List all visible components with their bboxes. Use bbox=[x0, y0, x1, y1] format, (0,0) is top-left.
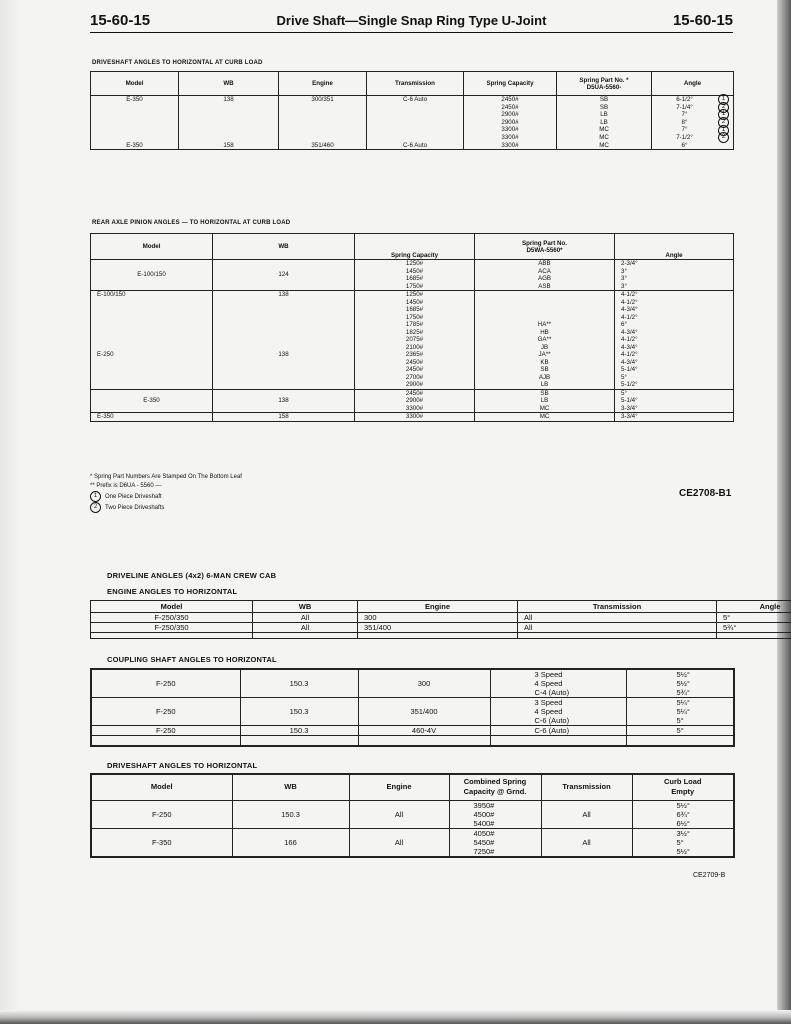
list-item: 3° bbox=[621, 282, 627, 290]
list-item: 4-1/2° bbox=[621, 336, 638, 343]
page-number-right: 15-60-15 bbox=[672, 11, 733, 29]
list-item: 5-1/2° bbox=[621, 381, 638, 388]
t2-part-cell bbox=[475, 291, 615, 322]
page-title: Drive Shaft—Single Snap Ring Type U-Joint bbox=[276, 12, 547, 28]
t1-angle-cell bbox=[652, 96, 734, 134]
list-item: 1250# bbox=[405, 291, 424, 298]
t1-header-spring-capacity: Spring Capacity bbox=[464, 72, 557, 96]
t4-engine: 351/400 bbox=[358, 698, 490, 726]
circled-number-icon: 1 bbox=[90, 491, 101, 502]
list-item: 2900# bbox=[501, 111, 519, 119]
engine-angles-table bbox=[90, 600, 791, 639]
t4-wb: 150.3 bbox=[240, 726, 358, 736]
t3-model: F-250/350 bbox=[91, 623, 253, 633]
t2-model: E-100/150 bbox=[91, 260, 213, 291]
t4-engine: 300 bbox=[358, 669, 490, 698]
list-item: 5¾° bbox=[676, 688, 690, 697]
t1-header-engine: Engine bbox=[279, 72, 367, 96]
list-item: 1450# bbox=[405, 298, 424, 306]
t5-angle-cell bbox=[632, 800, 734, 828]
list-item: 6° bbox=[681, 141, 688, 149]
list-item: 1250# bbox=[405, 260, 424, 267]
list-item: 8° 2 bbox=[654, 119, 731, 127]
list-item: 2450# bbox=[501, 103, 519, 111]
list-item: 7-1/2° 2 bbox=[654, 134, 731, 142]
list-item: 1685# bbox=[405, 275, 424, 282]
list-item: 4 Speed bbox=[534, 679, 563, 688]
list-item: MC bbox=[599, 133, 609, 141]
list-item: MC bbox=[599, 141, 609, 149]
t2-wb: 124 bbox=[213, 260, 355, 291]
t1-capacity-cell bbox=[464, 134, 557, 150]
list-item: 2100# bbox=[405, 343, 424, 351]
t4-wb: 150.3 bbox=[240, 698, 358, 726]
t5-header-curb-load: Curb Load Empty bbox=[632, 774, 734, 800]
t5-model: F-250 bbox=[91, 800, 232, 828]
t1-header-spring-part: Spring Part No. * D5UA-5560- bbox=[557, 72, 652, 96]
page-number-left: 15-60-15 bbox=[90, 11, 151, 29]
t1-header-wb: WB bbox=[179, 72, 279, 96]
t2-header-model: Model bbox=[91, 234, 213, 260]
circled-number-icon: 2 bbox=[718, 117, 729, 128]
list-item: 2900# bbox=[405, 381, 424, 388]
section3-title: DRIVELINE ANGLES (4x2) 6-MAN CREW CAB bbox=[107, 571, 277, 580]
t5-model: F-350 bbox=[91, 828, 232, 857]
page-right-edge bbox=[777, 0, 791, 1024]
t5-trans: All bbox=[541, 800, 632, 828]
t1-trans: C-6 Auto bbox=[367, 96, 464, 134]
list-item: 3 Speed bbox=[534, 670, 563, 679]
list-item: 5° bbox=[676, 837, 684, 847]
list-item: LB bbox=[540, 381, 549, 388]
table-row bbox=[91, 321, 734, 389]
t2-wb: 138 bbox=[213, 291, 355, 322]
list-item: 2900# bbox=[501, 118, 519, 126]
list-item: HA** bbox=[537, 321, 552, 328]
t4-angle-cell bbox=[626, 698, 734, 726]
list-item: 2900# bbox=[405, 397, 424, 404]
list-item: 7-1/4° 2 bbox=[654, 104, 731, 112]
t5-capacity-cell bbox=[449, 800, 541, 828]
t3-header-transmission: Transmission bbox=[518, 601, 717, 613]
list-item: ASB bbox=[538, 282, 551, 290]
list-item: 3° bbox=[621, 267, 627, 275]
list-item: 6° bbox=[621, 321, 627, 328]
list-item: 5° bbox=[676, 716, 684, 725]
t2-capacity-cell bbox=[355, 291, 475, 322]
t1-header-angle: Angle bbox=[652, 72, 734, 96]
page-left-shadow bbox=[0, 0, 20, 1024]
circled-number-icon: 1 bbox=[718, 94, 729, 105]
table-row bbox=[91, 96, 734, 134]
list-item: 3° bbox=[621, 275, 627, 282]
t5-engine: All bbox=[349, 828, 449, 857]
table5-title: DRIVESHAFT ANGLES TO HORIZONTAL bbox=[107, 761, 258, 770]
table-row bbox=[91, 726, 734, 736]
table-row bbox=[91, 134, 734, 150]
t5-trans: All bbox=[541, 828, 632, 857]
list-item: 5-1/4° bbox=[621, 397, 638, 404]
table-row bbox=[91, 623, 791, 633]
t2-angle-cell bbox=[615, 389, 734, 413]
t2-capacity-cell bbox=[355, 321, 475, 389]
list-item: 3300# bbox=[501, 133, 519, 141]
list-item: AGB bbox=[537, 275, 552, 282]
list-item: 6-1/2° 1 bbox=[654, 96, 731, 104]
list-item: 7° 1 bbox=[654, 111, 731, 119]
list-item: 4-1/2° bbox=[621, 313, 638, 321]
t2-header-part: Spring Part No. D5WA-5560* bbox=[475, 234, 615, 260]
list-item: 4050# bbox=[473, 828, 495, 838]
t2-angle-cell: 3-3/4° bbox=[615, 413, 734, 422]
list-item: 1750# bbox=[405, 313, 424, 321]
table1-title: DRIVESHAFT ANGLES TO HORIZONTAL AT CURB LOAD bbox=[92, 60, 263, 66]
t4-angle-cell bbox=[626, 669, 734, 698]
t2-wb: 138 bbox=[213, 321, 355, 389]
t4-model: F-250 bbox=[91, 726, 240, 736]
t1-engine: 351/460 bbox=[279, 134, 367, 150]
section3-subtitle: ENGINE ANGLES TO HORIZONTAL bbox=[107, 587, 238, 596]
t5-wb: 150.3 bbox=[232, 800, 349, 828]
t5-header-wb: WB bbox=[232, 774, 349, 800]
figure-reference: CE2708-B1 bbox=[679, 488, 732, 499]
list-item: MC bbox=[539, 404, 550, 412]
driveshaft-angles-table bbox=[90, 71, 734, 150]
list-item: 5½° bbox=[676, 800, 690, 810]
t2-wb: 158 bbox=[213, 413, 355, 422]
t1-capacity-cell bbox=[464, 96, 557, 134]
t3-header-model: Model bbox=[91, 601, 253, 613]
t2-part-cell bbox=[475, 389, 615, 413]
circled-number-icon: 2 bbox=[718, 132, 729, 143]
t2-capacity-cell: 3300# bbox=[355, 413, 475, 422]
list-item: 1825# bbox=[405, 328, 424, 336]
t1-engine: 300/351 bbox=[279, 96, 367, 134]
list-item: SB bbox=[599, 103, 609, 111]
t4-trans-cell bbox=[490, 698, 626, 726]
t3-header-engine: Engine bbox=[358, 601, 518, 613]
list-item: 2700# bbox=[405, 373, 424, 381]
page-bottom-edge bbox=[0, 1010, 791, 1024]
list-item: 5° bbox=[621, 389, 627, 397]
t1-trans: C-6 Auto bbox=[367, 134, 464, 150]
t4-trans-cell: C-6 (Auto) bbox=[490, 726, 626, 736]
footnotes bbox=[90, 473, 242, 513]
t4-engine: 460-4V bbox=[358, 726, 490, 736]
t1-angle-cell bbox=[652, 134, 734, 150]
list-item: 4-1/2° bbox=[621, 298, 638, 306]
circled-number-icon: 1 bbox=[718, 109, 729, 120]
list-item: 4-3/4° bbox=[621, 343, 638, 351]
t5-wb: 166 bbox=[232, 828, 349, 857]
t3-model: F-250/350 bbox=[91, 613, 253, 623]
list-item: 5400# bbox=[473, 818, 495, 828]
t3-angle: 5¾° bbox=[717, 623, 791, 633]
t5-header-engine: Engine bbox=[349, 774, 449, 800]
table-row bbox=[91, 669, 734, 698]
list-item: 2450# bbox=[405, 358, 424, 366]
list-item: 4-1/2° bbox=[621, 351, 638, 358]
table-row bbox=[91, 698, 734, 726]
t5-capacity-cell bbox=[449, 828, 541, 857]
t2-angle-cell bbox=[615, 291, 734, 322]
t1-wb: 138 bbox=[179, 96, 279, 134]
table2-title: REAR AXLE PINION ANGLES — TO HORIZONTAL AT CURB LOAD bbox=[92, 220, 291, 226]
list-item: 4-3/4° bbox=[621, 306, 638, 313]
list-item: 1685# bbox=[405, 306, 424, 313]
t1-model: E-350 bbox=[91, 134, 179, 150]
footnote: 2 Two Piece Driveshafts bbox=[90, 502, 242, 513]
t3-engine: 300 bbox=[358, 613, 518, 623]
list-item: 5¼° bbox=[676, 698, 690, 707]
t2-angle-cell bbox=[615, 321, 734, 389]
page-header bbox=[90, 8, 733, 33]
list-item: HB bbox=[540, 328, 549, 336]
circled-number-icon: 1 bbox=[718, 125, 729, 136]
circled-number-icon: 2 bbox=[718, 102, 729, 113]
table-row bbox=[91, 291, 734, 322]
list-item: 4 Speed bbox=[534, 707, 563, 716]
list-item: 5° bbox=[621, 373, 627, 381]
list-item: 3300# bbox=[501, 141, 519, 149]
table4-title: COUPLING SHAFT ANGLES TO HORIZONTAL bbox=[107, 655, 277, 664]
list-item: ABB bbox=[538, 260, 551, 267]
t3-header-wb: WB bbox=[253, 601, 358, 613]
list-item: 2365# bbox=[405, 351, 424, 358]
list-item: 2075# bbox=[405, 336, 424, 343]
list-item: C-6 (Auto) bbox=[534, 716, 570, 725]
list-item: 6¾° bbox=[676, 809, 690, 819]
table-row bbox=[91, 800, 734, 828]
list-item: 5½° bbox=[676, 846, 690, 856]
table-row bbox=[91, 828, 734, 857]
list-item: 4500# bbox=[473, 809, 495, 819]
t4-wb: 150.3 bbox=[240, 669, 358, 698]
t2-part-cell bbox=[475, 260, 615, 291]
pinion-angles-table bbox=[90, 233, 734, 422]
t2-angle-cell bbox=[615, 260, 734, 291]
list-item: 5450# bbox=[473, 837, 495, 847]
t4-model: F-250 bbox=[91, 698, 240, 726]
table-row bbox=[91, 736, 734, 746]
figure-reference: CE2709-B bbox=[693, 872, 726, 879]
t5-header-model: Model bbox=[91, 774, 232, 800]
t3-header-angle: Angle bbox=[717, 601, 791, 613]
list-item: 1450# bbox=[405, 267, 424, 275]
list-item: MC bbox=[599, 126, 609, 134]
t1-part-cell bbox=[557, 134, 652, 150]
list-item: KB bbox=[540, 358, 549, 366]
t1-header-transmission: Transmission bbox=[367, 72, 464, 96]
list-item: 7250# bbox=[473, 846, 495, 856]
list-item: 2450# bbox=[405, 366, 424, 373]
table-row bbox=[91, 613, 791, 623]
table-row bbox=[91, 633, 791, 639]
t1-model: E-350 bbox=[91, 96, 179, 134]
t3-engine: 351/400 bbox=[358, 623, 518, 633]
t2-header-capacity: Spring Capacity bbox=[355, 234, 475, 260]
list-item: 2-3/4° bbox=[621, 260, 638, 267]
list-item: 6½° bbox=[676, 818, 690, 828]
list-item: ACA bbox=[538, 267, 551, 275]
list-item: LB bbox=[600, 111, 608, 119]
list-item: 5½° bbox=[676, 679, 690, 688]
list-item: GA** bbox=[537, 336, 552, 343]
t2-capacity-cell bbox=[355, 260, 475, 291]
t2-wb: 138 bbox=[213, 389, 355, 413]
list-item: 3950# bbox=[473, 800, 495, 810]
list-item: 3½° bbox=[676, 828, 690, 838]
table-row bbox=[91, 260, 734, 291]
table-row bbox=[91, 413, 734, 422]
table-row bbox=[91, 389, 734, 413]
t4-trans-cell bbox=[490, 669, 626, 698]
t2-model: E-100/150 bbox=[91, 291, 213, 322]
list-item: 3300# bbox=[501, 126, 519, 134]
t3-wb: All bbox=[253, 623, 358, 633]
t5-header-capacity: Combined Spring Capacity @ Grnd. bbox=[449, 774, 541, 800]
list-item: SB bbox=[540, 389, 549, 397]
t2-header-angle: Angle bbox=[615, 234, 734, 260]
list-item: LB bbox=[540, 397, 549, 404]
list-item: 3 Speed bbox=[534, 698, 563, 707]
t1-wb: 158 bbox=[179, 134, 279, 150]
footnote: * Spring Part Numbers Are Stamped On The Bottom Leaf bbox=[90, 474, 242, 480]
t2-model: E-250 bbox=[91, 321, 213, 389]
footnote: ** Prefix is D6UA - 5560 — bbox=[90, 483, 162, 489]
list-item: 4-3/4° bbox=[621, 328, 638, 336]
t2-part-cell bbox=[475, 321, 615, 389]
driveshaft-curb-load-table bbox=[90, 773, 735, 858]
t1-header-model: Model bbox=[91, 72, 179, 96]
list-item: 3-3/4° bbox=[621, 404, 638, 412]
coupling-shaft-table bbox=[90, 668, 735, 747]
list-item: LB bbox=[600, 118, 608, 126]
list-item: 1785# bbox=[405, 321, 424, 328]
list-item: 1750# bbox=[405, 282, 424, 290]
t2-capacity-cell bbox=[355, 389, 475, 413]
t5-engine: All bbox=[349, 800, 449, 828]
t1-part-cell bbox=[557, 96, 652, 134]
t3-angle: 5° bbox=[717, 613, 791, 623]
footnote: 1 One Piece Driveshaft bbox=[90, 491, 242, 502]
t4-model: F-250 bbox=[91, 669, 240, 698]
t4-angle-cell: 5° bbox=[626, 726, 734, 736]
list-item: 4-3/4° bbox=[621, 358, 638, 366]
list-item: 5-1/4° bbox=[621, 366, 638, 373]
t5-angle-cell bbox=[632, 828, 734, 857]
list-item: JA** bbox=[538, 351, 551, 358]
list-item: JB bbox=[540, 343, 549, 351]
list-item: 2450# bbox=[501, 96, 519, 103]
list-item: 4-1/2° bbox=[621, 291, 638, 298]
t2-part-cell: MC bbox=[475, 413, 615, 422]
t5-header-transmission: Transmission bbox=[541, 774, 632, 800]
t2-header-wb: WB bbox=[213, 234, 355, 260]
list-item: 2450# bbox=[405, 389, 424, 397]
t2-model: E-350 bbox=[91, 389, 213, 413]
list-item: AJB bbox=[538, 373, 551, 381]
list-item: 7° 1 bbox=[654, 126, 731, 134]
list-item: SB bbox=[540, 366, 549, 373]
list-item: 5¼° bbox=[676, 707, 690, 716]
t3-wb: All bbox=[253, 613, 358, 623]
list-item: 5½° bbox=[676, 670, 690, 679]
t2-model: E-350 bbox=[91, 413, 213, 422]
t3-trans: All bbox=[518, 623, 717, 633]
list-item: 3300# bbox=[405, 404, 424, 412]
list-item: C-4 (Auto) bbox=[534, 688, 570, 697]
t3-trans: All bbox=[518, 613, 717, 623]
list-item: SB bbox=[599, 96, 609, 103]
circled-number-icon: 2 bbox=[90, 502, 101, 513]
